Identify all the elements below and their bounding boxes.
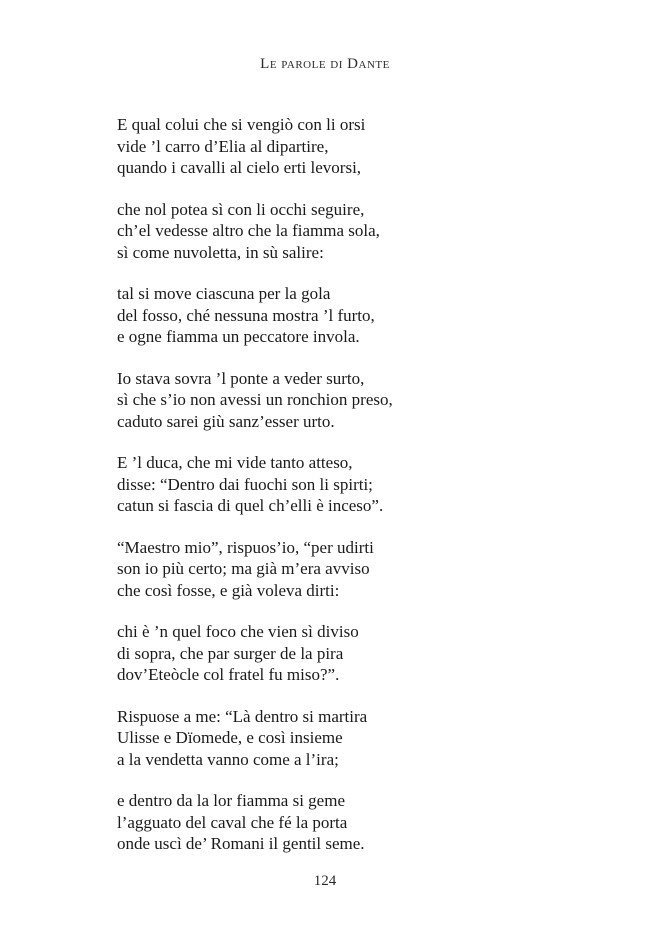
- verse-line: caduto sarei giù sanz’esser urto.: [117, 411, 335, 431]
- verse-line: Io stava sovra ’l ponte a veder surto,: [117, 368, 365, 388]
- running-header: Le parole di Dante: [260, 56, 390, 72]
- stanza: [117, 790, 537, 855]
- verse-line: che nol potea sì con li occhi seguire,: [117, 199, 365, 219]
- verse-line: onde uscì de’ Romani il gentil seme.: [117, 834, 365, 853]
- verse-line: l’agguato del caval che fé la porta: [117, 812, 348, 832]
- poem-text: [117, 114, 537, 875]
- verse-line: che così fosse, e già voleva dirti:: [117, 580, 340, 600]
- stanza: [117, 706, 537, 771]
- verse-line: E qual colui che si vengiò con li orsi: [117, 115, 366, 134]
- verse-line: Ulisse e Dïomede, e così insieme: [117, 728, 343, 747]
- verse-line: ch’el vedesse altro che la fiamma sola,: [117, 221, 380, 240]
- page-number: 124: [313, 873, 337, 889]
- verse-line: Rispuose a me: “Là dentro si martira: [117, 706, 368, 726]
- verse-line: E ’l duca, che mi vide tanto atteso,: [117, 453, 353, 472]
- stanza: [117, 621, 537, 686]
- verse-line: a la vendetta vanno come a l’ira;: [117, 749, 339, 769]
- verse-line: tal si move ciascuna per la gola: [117, 284, 331, 303]
- verse-line: catun si fascia di quel ch’elli è inceso”.: [117, 496, 384, 515]
- stanza: [117, 114, 537, 179]
- verse-line: sì come nuvoletta, in sù salire:: [117, 242, 324, 262]
- verse-line: del fosso, ché nessuna mostra ’l furto,: [117, 305, 375, 325]
- stanza: [117, 452, 537, 517]
- verse-line: sì che s’io non avessi un ronchion preso,: [117, 390, 393, 409]
- stanza: [117, 283, 537, 348]
- stanza: [117, 199, 537, 264]
- verse-line: son io più certo; ma già m’era avviso: [117, 559, 370, 578]
- verse-line: e ogne fiamma un peccatore invola.: [117, 327, 360, 346]
- verse-line: vide ’l carro d’Elia al dipartire,: [117, 136, 329, 156]
- verse-line: di sopra, che par surger de la pira: [117, 643, 344, 663]
- verse-line: “Maestro mio”, rispuos’io, “per udirti: [117, 537, 374, 557]
- stanza: [117, 537, 537, 602]
- verse-line: disse: “Dentro dai fuochi son li spirti;: [117, 474, 373, 494]
- verse-line: chi è ’n quel foco che vien sì diviso: [117, 622, 359, 641]
- verse-line: quando i cavalli al cielo erti levorsi,: [117, 158, 362, 177]
- verse-line: dov’Eteòcle col fratel fu miso?”.: [117, 665, 340, 684]
- verse-line: e dentro da la lor fiamma si geme: [117, 791, 345, 810]
- stanza: [117, 368, 537, 433]
